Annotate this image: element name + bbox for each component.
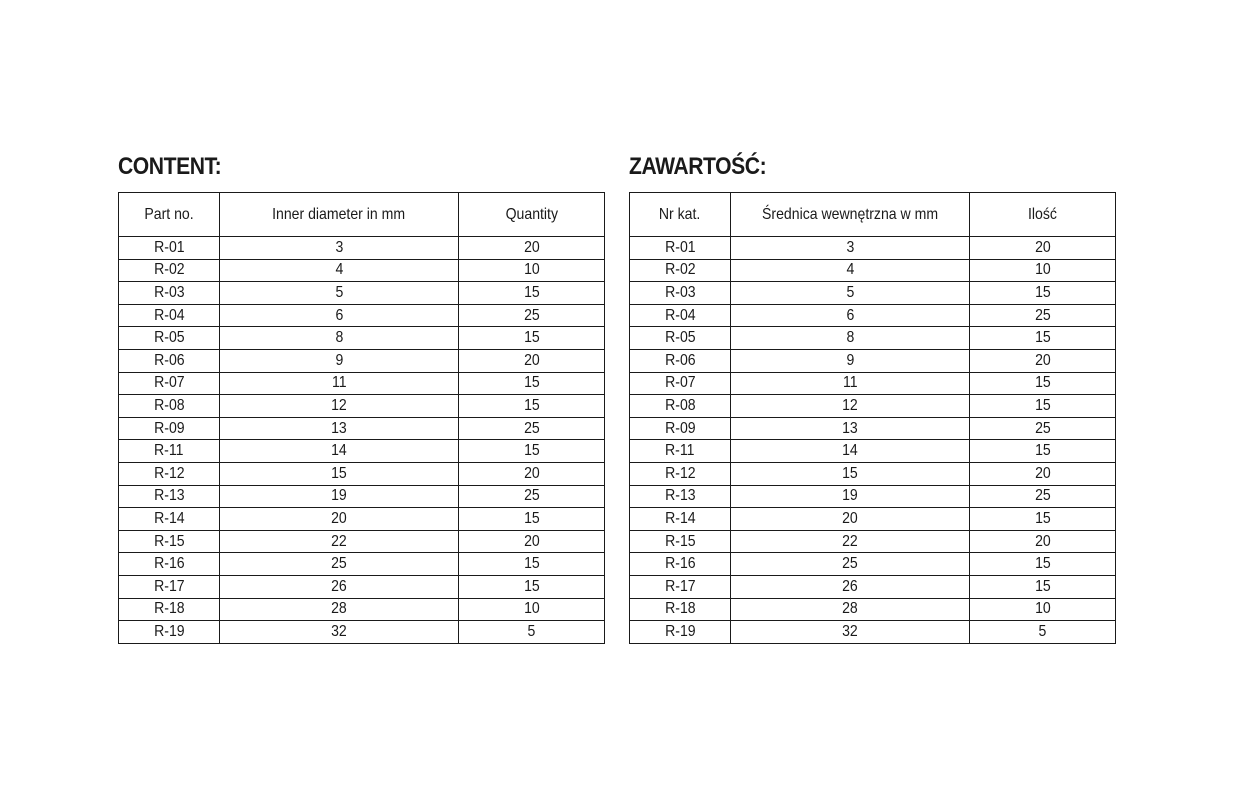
part-number-cell: R-08 bbox=[630, 395, 731, 418]
quantity-cell: 15 bbox=[459, 372, 605, 395]
part-number-cell: R-03 bbox=[630, 282, 731, 305]
quantity-cell: 20 bbox=[970, 530, 1116, 553]
quantity-cell: 10 bbox=[459, 598, 605, 621]
part-number-cell: R-13 bbox=[630, 485, 731, 508]
quantity-cell: 15 bbox=[970, 282, 1116, 305]
part-number-cell: R-02 bbox=[119, 259, 220, 282]
table-row bbox=[630, 621, 1116, 644]
diameter-cell: 32 bbox=[220, 621, 459, 644]
part-number-cell: R-17 bbox=[119, 575, 220, 598]
table-header-row bbox=[119, 193, 605, 237]
quantity-cell: 20 bbox=[459, 530, 605, 553]
table-row bbox=[119, 462, 605, 485]
diameter-cell: 5 bbox=[731, 282, 970, 305]
diameter-cell: 13 bbox=[731, 417, 970, 440]
part-number-cell: R-17 bbox=[630, 575, 731, 598]
quantity-cell: 15 bbox=[970, 575, 1116, 598]
table-row bbox=[119, 372, 605, 395]
table-row bbox=[630, 575, 1116, 598]
diameter-cell: 22 bbox=[731, 530, 970, 553]
quantity-cell: 15 bbox=[459, 440, 605, 463]
diameter-cell: 25 bbox=[731, 553, 970, 576]
table-row bbox=[119, 530, 605, 553]
table-row bbox=[630, 282, 1116, 305]
quantity-cell: 20 bbox=[459, 462, 605, 485]
quantity-cell: 15 bbox=[459, 508, 605, 531]
diameter-cell: 20 bbox=[731, 508, 970, 531]
diameter-cell: 26 bbox=[220, 575, 459, 598]
part-number-cell: R-11 bbox=[119, 440, 220, 463]
content-panel-en bbox=[118, 152, 605, 644]
diameter-cell: 4 bbox=[220, 259, 459, 282]
table-row bbox=[630, 440, 1116, 463]
quantity-cell: 10 bbox=[970, 259, 1116, 282]
table-row bbox=[630, 462, 1116, 485]
table-row bbox=[630, 530, 1116, 553]
part-number-cell: R-18 bbox=[630, 598, 731, 621]
parts-table-pl bbox=[629, 192, 1116, 644]
quantity-cell: 15 bbox=[459, 282, 605, 305]
diameter-cell: 8 bbox=[731, 327, 970, 350]
part-number-cell: R-02 bbox=[630, 259, 731, 282]
table-row bbox=[119, 327, 605, 350]
content-title-en: CONTENT: bbox=[118, 153, 222, 180]
part-number-cell: R-07 bbox=[630, 372, 731, 395]
header-quantity: Quantity bbox=[459, 193, 605, 237]
quantity-cell: 15 bbox=[970, 440, 1116, 463]
diameter-cell: 9 bbox=[220, 349, 459, 372]
part-number-cell: R-16 bbox=[119, 553, 220, 576]
table-row bbox=[630, 237, 1116, 260]
table-row bbox=[119, 575, 605, 598]
diameter-cell: 11 bbox=[220, 372, 459, 395]
quantity-cell: 15 bbox=[459, 327, 605, 350]
diameter-cell: 3 bbox=[220, 237, 459, 260]
part-number-cell: R-06 bbox=[630, 349, 731, 372]
table-row bbox=[630, 598, 1116, 621]
part-number-cell: R-09 bbox=[119, 417, 220, 440]
quantity-cell: 25 bbox=[970, 304, 1116, 327]
diameter-cell: 3 bbox=[731, 237, 970, 260]
table-row bbox=[630, 304, 1116, 327]
table-row bbox=[119, 395, 605, 418]
part-number-cell: R-07 bbox=[119, 372, 220, 395]
table-row bbox=[119, 621, 605, 644]
part-number-cell: R-11 bbox=[630, 440, 731, 463]
diameter-cell: 4 bbox=[731, 259, 970, 282]
table-row bbox=[630, 395, 1116, 418]
quantity-cell: 15 bbox=[459, 553, 605, 576]
table-row bbox=[119, 304, 605, 327]
quantity-cell: 10 bbox=[459, 259, 605, 282]
quantity-cell: 15 bbox=[459, 575, 605, 598]
diameter-cell: 14 bbox=[220, 440, 459, 463]
diameter-cell: 9 bbox=[731, 349, 970, 372]
header-ilosc: Ilość bbox=[970, 193, 1116, 237]
table-row bbox=[630, 508, 1116, 531]
diameter-cell: 19 bbox=[220, 485, 459, 508]
diameter-cell: 6 bbox=[220, 304, 459, 327]
content-title-pl: ZAWARTOŚĆ: bbox=[629, 153, 767, 180]
table-header-row bbox=[630, 193, 1116, 237]
diameter-cell: 22 bbox=[220, 530, 459, 553]
quantity-cell: 5 bbox=[459, 621, 605, 644]
diameter-cell: 13 bbox=[220, 417, 459, 440]
part-number-cell: R-19 bbox=[630, 621, 731, 644]
diameter-cell: 28 bbox=[731, 598, 970, 621]
part-number-cell: R-04 bbox=[630, 304, 731, 327]
table-row bbox=[630, 553, 1116, 576]
quantity-cell: 15 bbox=[970, 372, 1116, 395]
part-number-cell: R-05 bbox=[119, 327, 220, 350]
diameter-cell: 5 bbox=[220, 282, 459, 305]
diameter-cell: 15 bbox=[220, 462, 459, 485]
part-number-cell: R-14 bbox=[630, 508, 731, 531]
part-number-cell: R-18 bbox=[119, 598, 220, 621]
table-row bbox=[630, 485, 1116, 508]
table-row bbox=[119, 553, 605, 576]
quantity-cell: 20 bbox=[970, 349, 1116, 372]
table-row bbox=[119, 440, 605, 463]
diameter-cell: 8 bbox=[220, 327, 459, 350]
part-number-cell: R-15 bbox=[630, 530, 731, 553]
quantity-cell: 25 bbox=[970, 485, 1116, 508]
diameter-cell: 19 bbox=[731, 485, 970, 508]
table-row bbox=[630, 259, 1116, 282]
table-row bbox=[630, 327, 1116, 350]
table-row bbox=[630, 417, 1116, 440]
table-row bbox=[119, 485, 605, 508]
table-row bbox=[119, 237, 605, 260]
parts-table-en bbox=[118, 192, 605, 644]
table-row bbox=[119, 259, 605, 282]
diameter-cell: 12 bbox=[731, 395, 970, 418]
table-row bbox=[119, 598, 605, 621]
part-number-cell: R-03 bbox=[119, 282, 220, 305]
table-row bbox=[119, 508, 605, 531]
quantity-cell: 25 bbox=[970, 417, 1116, 440]
quantity-cell: 25 bbox=[459, 417, 605, 440]
diameter-cell: 25 bbox=[220, 553, 459, 576]
quantity-cell: 25 bbox=[459, 485, 605, 508]
part-number-cell: R-09 bbox=[630, 417, 731, 440]
part-number-cell: R-06 bbox=[119, 349, 220, 372]
part-number-cell: R-13 bbox=[119, 485, 220, 508]
diameter-cell: 32 bbox=[731, 621, 970, 644]
quantity-cell: 15 bbox=[970, 395, 1116, 418]
quantity-cell: 15 bbox=[970, 553, 1116, 576]
diameter-cell: 26 bbox=[731, 575, 970, 598]
diameter-cell: 14 bbox=[731, 440, 970, 463]
quantity-cell: 10 bbox=[970, 598, 1116, 621]
header-srednica: Średnica wewnętrzna w mm bbox=[731, 193, 970, 237]
table-row bbox=[119, 349, 605, 372]
diameter-cell: 20 bbox=[220, 508, 459, 531]
table-row bbox=[119, 417, 605, 440]
content-panel-pl bbox=[629, 152, 1116, 644]
part-number-cell: R-01 bbox=[630, 237, 731, 260]
diameter-cell: 6 bbox=[731, 304, 970, 327]
quantity-cell: 15 bbox=[459, 395, 605, 418]
diameter-cell: 28 bbox=[220, 598, 459, 621]
part-number-cell: R-15 bbox=[119, 530, 220, 553]
part-number-cell: R-05 bbox=[630, 327, 731, 350]
part-number-cell: R-14 bbox=[119, 508, 220, 531]
quantity-cell: 20 bbox=[970, 237, 1116, 260]
header-inner-diameter: Inner diameter in mm bbox=[220, 193, 459, 237]
table-row bbox=[119, 282, 605, 305]
diameter-cell: 12 bbox=[220, 395, 459, 418]
quantity-cell: 15 bbox=[970, 327, 1116, 350]
quantity-cell: 5 bbox=[970, 621, 1116, 644]
diameter-cell: 15 bbox=[731, 462, 970, 485]
table-row bbox=[630, 349, 1116, 372]
header-part-no: Part no. bbox=[119, 193, 220, 237]
quantity-cell: 25 bbox=[459, 304, 605, 327]
part-number-cell: R-16 bbox=[630, 553, 731, 576]
table-row bbox=[630, 372, 1116, 395]
part-number-cell: R-12 bbox=[630, 462, 731, 485]
part-number-cell: R-01 bbox=[119, 237, 220, 260]
diameter-cell: 11 bbox=[731, 372, 970, 395]
part-number-cell: R-04 bbox=[119, 304, 220, 327]
part-number-cell: R-12 bbox=[119, 462, 220, 485]
header-nr-kat: Nr kat. bbox=[630, 193, 731, 237]
quantity-cell: 20 bbox=[970, 462, 1116, 485]
part-number-cell: R-19 bbox=[119, 621, 220, 644]
part-number-cell: R-08 bbox=[119, 395, 220, 418]
quantity-cell: 15 bbox=[970, 508, 1116, 531]
quantity-cell: 20 bbox=[459, 237, 605, 260]
quantity-cell: 20 bbox=[459, 349, 605, 372]
